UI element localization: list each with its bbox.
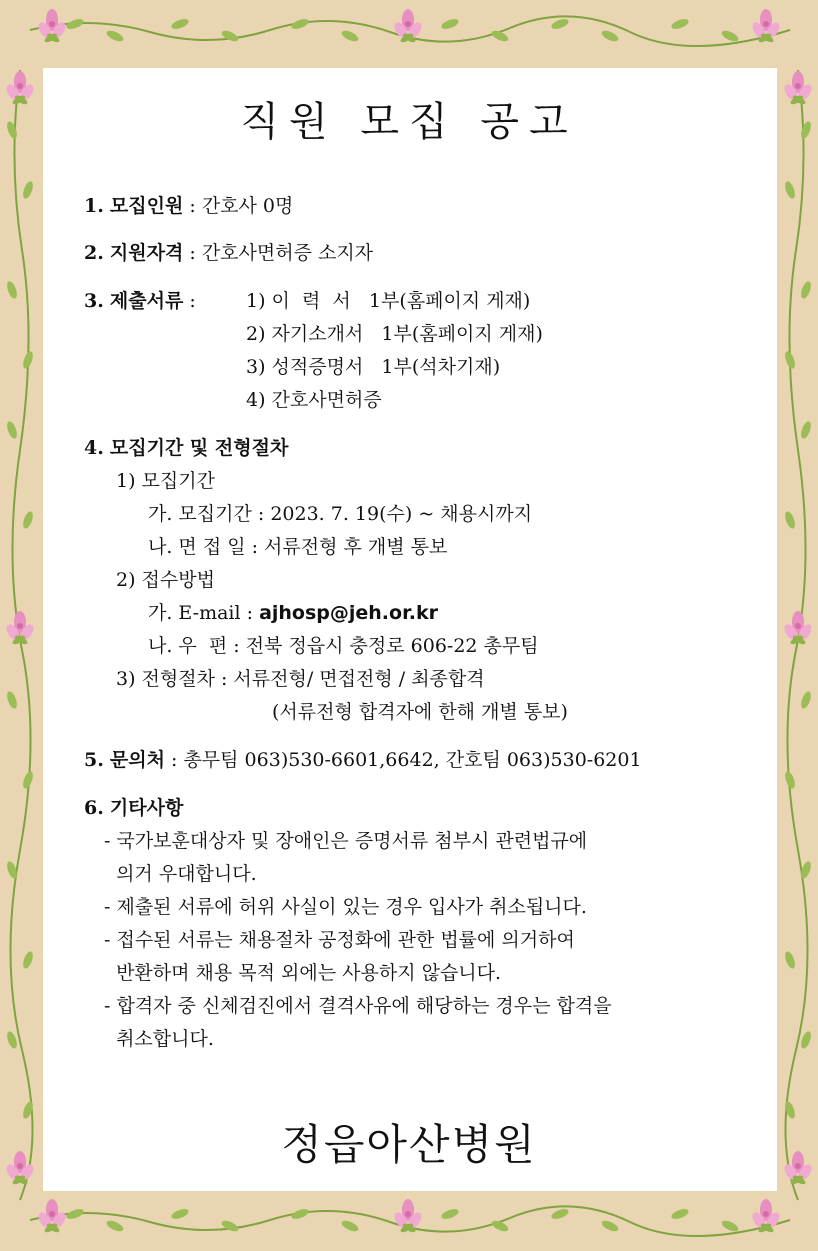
section-number: 4. <box>84 437 104 459</box>
separator: : <box>189 242 196 264</box>
section-value: 간호사 0명 <box>201 195 294 217</box>
section-1 <box>84 191 293 218</box>
subsection-item: 나. 우 편 : 전북 정읍시 충정로 606-22 총무팀 <box>148 635 539 657</box>
separator: : <box>189 195 196 217</box>
separator: : <box>171 749 178 771</box>
section-number: 5. <box>84 749 104 771</box>
subsection: 2) 접수방법 <box>116 569 215 591</box>
section-3 <box>84 286 196 313</box>
note-line: - 제출된 서류에 허위 사실이 있는 경우 입사가 취소됩니다. <box>104 896 587 918</box>
email-address: ajhosp@jeh.or.kr <box>259 602 438 624</box>
section-number: 2. <box>84 242 104 264</box>
section-label: 문의처 <box>109 749 165 771</box>
note-line: - 국가보훈대상자 및 장애인은 증명서류 첨부시 관련법규에 <box>104 830 588 852</box>
hospital-name: 정읍아산병원 <box>281 1120 537 1169</box>
section-label: 기타사항 <box>109 797 184 819</box>
page-title: 직원 모집 공고 <box>240 99 578 145</box>
note-line: - 접수된 서류는 채용절차 공정화에 관한 법률에 의거하여 <box>104 929 575 951</box>
document-item: 3) 성적증명서 1부(석차기재) <box>246 356 501 378</box>
document-item: 4) 간호사면허증 <box>246 389 382 411</box>
separator: : <box>189 290 196 312</box>
subsection-note: (서류전형 합격자에 한해 개별 통보) <box>272 701 568 723</box>
document-item: 1) 이 력 서 1부(홈페이지 게재) <box>246 290 531 312</box>
subsection-item: 나. 면 접 일 : 서류전형 후 개별 통보 <box>148 536 448 558</box>
note-line: 반환하며 채용 목적 외에는 사용하지 않습니다. <box>104 962 502 984</box>
section-4 <box>84 433 288 460</box>
notice-paper <box>43 68 777 1191</box>
section-value: 총무팀 063)530-6601,6642, 간호팀 063)530-6201 <box>183 749 642 771</box>
section-number: 1. <box>84 195 104 217</box>
note-line: - 합격자 중 신체검진에서 결격사유에 해당하는 경우는 합격을 <box>104 995 612 1017</box>
section-label: 제출서류 <box>109 290 184 312</box>
section-label: 모집인원 <box>109 195 184 217</box>
subsection-item: 가. 모집기간 : 2023. 7. 19(수) ~ 채용시까지 <box>148 503 533 525</box>
subsection: 3) 전형절차 : 서류전형/ 면접전형 / 최종합격 <box>116 668 485 690</box>
section-label: 모집기간 및 전형절차 <box>109 437 289 459</box>
section-label: 지원자격 <box>109 242 184 264</box>
section-number: 3. <box>84 290 104 312</box>
email-label: 가. E-mail : <box>148 602 254 624</box>
document-item: 2) 자기소개서 1부(홈페이지 게재) <box>246 323 543 345</box>
section-number: 6. <box>84 797 104 819</box>
subsection: 1) 모집기간 <box>116 470 215 492</box>
section-6 <box>84 793 183 820</box>
note-line: 취소합니다. <box>104 1028 214 1050</box>
section-2 <box>84 238 373 265</box>
note-line: 의거 우대합니다. <box>104 863 257 885</box>
section-5 <box>84 745 642 772</box>
section-value: 간호사면허증 소지자 <box>201 242 374 264</box>
subsection-item <box>148 598 438 625</box>
